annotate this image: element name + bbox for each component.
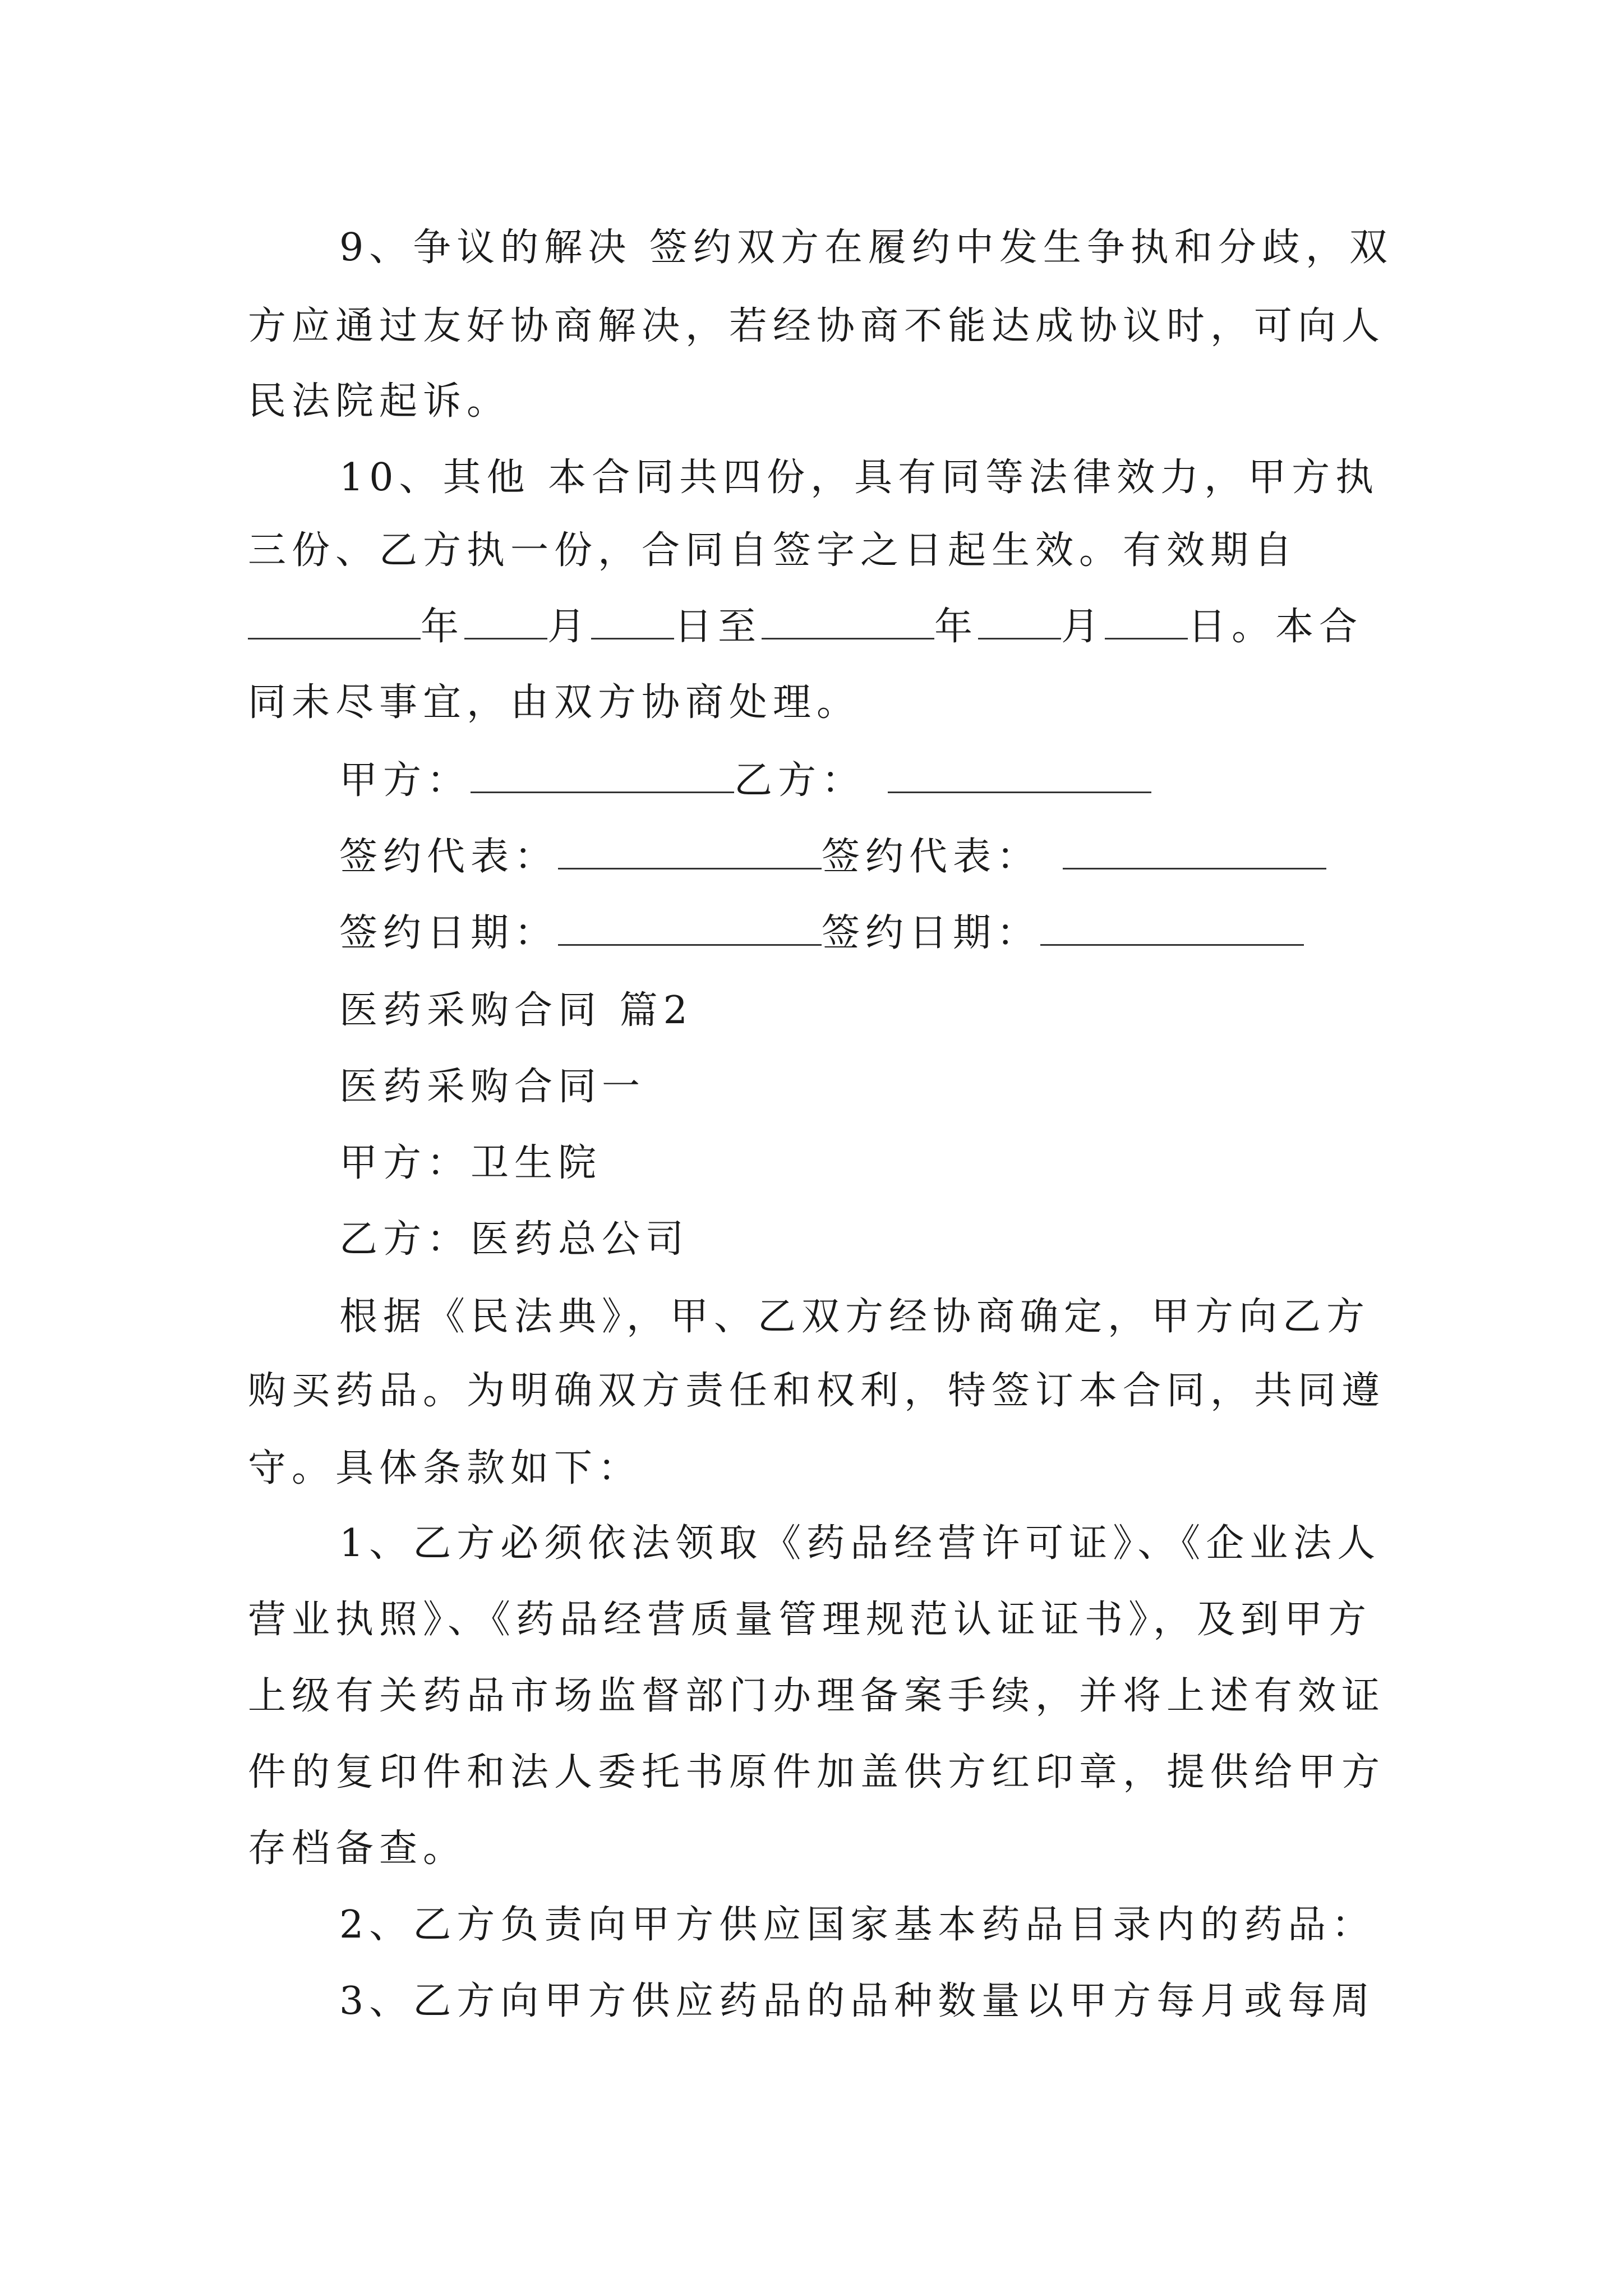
clause-9-line-2: 方应通过友好协商解决，若经协商不能达成协议时，可向人 — [248, 304, 1386, 348]
date-a-label: 签约日期： — [339, 911, 559, 955]
rep-b-label: 签约代表： — [822, 835, 1041, 879]
start-day-label: 日至 — [674, 605, 762, 649]
party-row — [339, 758, 1151, 803]
date-b-label: 签约日期： — [822, 911, 1041, 955]
clause-1-line-5: 存档备查。 — [248, 1826, 467, 1871]
date-b-blank[interactable] — [1040, 912, 1304, 946]
clause-1-line-4: 件的复印件和法人委托书原件加盖供方红印章，提供给甲方 — [248, 1750, 1386, 1795]
clause-10-date-line — [248, 605, 1363, 650]
start-year-label: 年 — [421, 605, 465, 649]
clause-10-line-1: 10、其他 本合同共四份，具有同等法律效力，甲方执 — [339, 455, 1380, 500]
party-b-label: 乙方： — [734, 758, 866, 803]
date-a-blank[interactable] — [558, 912, 822, 946]
party-a-blank[interactable] — [471, 759, 734, 793]
end-month-blank[interactable] — [978, 605, 1061, 639]
clause-9-line-1: 9、争议的解决 签约双方在履约中发生争执和分歧，双 — [339, 226, 1393, 270]
section-2-heading: 医药采购合同 篇2 — [339, 988, 693, 1033]
section-2-party-b: 乙方：医药总公司 — [339, 1217, 690, 1262]
intro-line-2: 购买药品。为明确双方责任和权利，特签订本合同，共同遵 — [248, 1369, 1386, 1413]
clause-10-line-2: 三份、乙方执一份，合同自签字之日起生效。有效期自 — [248, 528, 1298, 573]
clause-10-line-4: 同未尽事宜，由双方协商处理。 — [248, 680, 861, 725]
section-2-party-a: 甲方：卫生院 — [339, 1141, 602, 1185]
rep-b-blank[interactable] — [1063, 835, 1326, 869]
party-a-label: 甲方： — [339, 758, 471, 803]
clause-1-line-2: 营业执照》、《药品经营质量管理规范认证证书》，及到甲方 — [248, 1598, 1372, 1642]
clause-2-line-1: 2、乙方负责向甲方供应国家基本药品目录内的药品： — [339, 1903, 1376, 1947]
clause-9-line-3: 民法院起诉。 — [248, 379, 511, 424]
end-month-label: 月 — [1061, 605, 1105, 649]
representative-row — [339, 835, 1326, 880]
start-year-blank[interactable] — [248, 605, 421, 639]
start-month-blank[interactable] — [464, 605, 547, 639]
end-day-label: 日。本合 — [1188, 605, 1363, 649]
intro-line-1: 根据《民法典》，甲、乙双方经协商确定，甲方向乙方 — [339, 1295, 1371, 1339]
end-year-label: 年 — [934, 605, 979, 649]
start-day-blank[interactable] — [591, 605, 674, 639]
section-2-subheading: 医药采购合同一 — [339, 1065, 646, 1109]
end-year-blank[interactable] — [762, 605, 934, 639]
clause-1-line-1: 1、乙方必须依法领取《药品经营许可证》、《企业法人 — [339, 1521, 1381, 1566]
clause-1-line-3: 上级有关药品市场监督部门办理备案手续，并将上述有效证 — [248, 1674, 1386, 1718]
rep-a-label: 签约代表： — [339, 835, 559, 879]
end-day-blank[interactable] — [1105, 605, 1188, 639]
rep-a-blank[interactable] — [558, 835, 822, 869]
party-b-blank[interactable] — [888, 759, 1151, 793]
sign-date-row — [339, 911, 1304, 956]
start-month-label: 月 — [547, 605, 592, 649]
intro-line-3: 守。具体条款如下： — [248, 1446, 642, 1490]
clause-3-line-1: 3、乙方向甲方供应药品的品种数量以甲方每月或每周 — [339, 1979, 1376, 2023]
